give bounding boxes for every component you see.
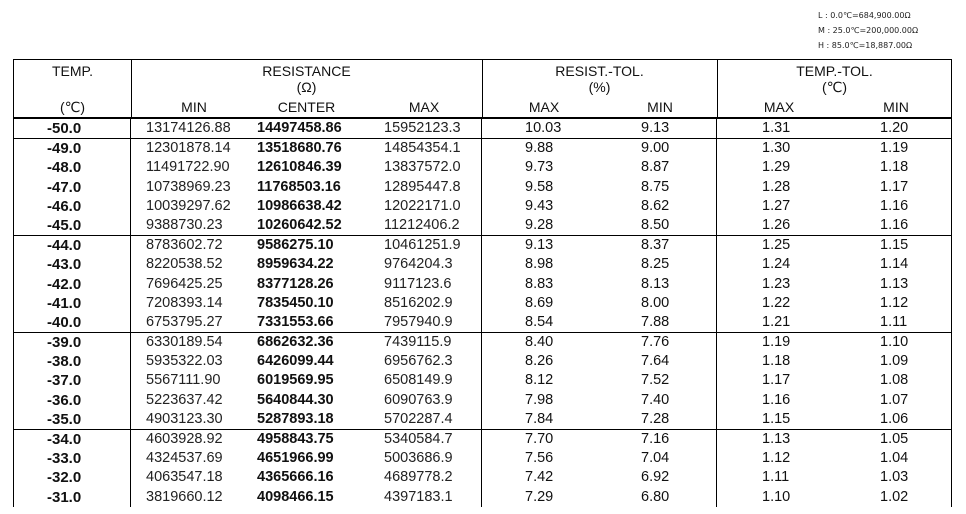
- tt-max-cell: 1.26: [762, 216, 791, 233]
- table-body: [13, 117, 952, 507]
- tt-max-cell: 1.16: [762, 391, 791, 408]
- rt-max-cell: 7.84: [525, 410, 554, 427]
- temp-cell: -41.0: [47, 294, 82, 312]
- tt-max-cell: 1.30: [762, 140, 791, 157]
- tt-min-cell: 1.07: [880, 391, 909, 408]
- table-row: [14, 139, 951, 158]
- temp-cell: -31.0: [47, 488, 82, 506]
- header-temp-unit: (℃): [59, 99, 86, 115]
- rt-max-cell: 9.58: [525, 178, 554, 195]
- header-tt-max: MAX: [763, 99, 795, 115]
- temp-cell: -34.0: [47, 431, 82, 448]
- res-max-cell: 6508149.9: [384, 372, 453, 389]
- legend-line-mid: M : 25.0℃=200,000.00Ω: [818, 26, 919, 35]
- table-row: [14, 255, 951, 274]
- table-row: [14, 313, 951, 332]
- tt-max-cell: 1.17: [762, 372, 791, 389]
- rt-max-cell: 10.03: [525, 120, 562, 136]
- rt-min-cell: 6.92: [641, 469, 670, 486]
- res-min-cell: 5567111.90: [146, 372, 221, 389]
- rt-max-cell: 9.28: [525, 216, 554, 233]
- table-row: [14, 197, 951, 216]
- res-min-cell: 4324537.69: [146, 450, 223, 467]
- temp-cell: -40.0: [47, 313, 82, 331]
- res-center-cell: 5287893.18: [257, 410, 334, 427]
- res-max-cell: 12022171.0: [384, 197, 461, 214]
- header-res-center: CENTER: [277, 99, 336, 115]
- table-row: [14, 333, 951, 352]
- res-min-cell: 4603928.92: [146, 431, 223, 447]
- res-min-cell: 13174126.88: [146, 120, 231, 136]
- header-res-max: MAX: [408, 99, 440, 115]
- temp-cell: -45.0: [47, 216, 82, 234]
- tt-max-cell: 1.31: [762, 120, 791, 136]
- tt-min-cell: 1.11: [880, 313, 908, 330]
- table-row: [14, 236, 951, 255]
- res-max-cell: 6090763.9: [384, 391, 453, 408]
- legend-line-high: H : 85.0℃=18,887.00Ω: [818, 41, 913, 50]
- res-center-cell: 7331553.66: [257, 313, 334, 330]
- temp-cell: -50.0: [47, 120, 82, 137]
- temp-cell: -42.0: [47, 275, 82, 293]
- tt-max-cell: 1.19: [762, 334, 791, 351]
- tt-max-cell: 1.12: [762, 450, 791, 467]
- tt-max-cell: 1.18: [762, 353, 791, 370]
- tt-max-cell: 1.28: [762, 178, 791, 195]
- header-temp: TEMP.: [52, 63, 93, 79]
- res-min-cell: 12301878.14: [146, 140, 231, 157]
- res-max-cell: 6956762.3: [384, 353, 453, 370]
- rt-min-cell: 8.50: [641, 216, 670, 233]
- temp-cell: -35.0: [47, 410, 82, 428]
- res-min-cell: 5223637.42: [146, 391, 223, 408]
- rt-max-cell: 9.43: [525, 197, 554, 214]
- header-rt-min: MIN: [647, 99, 673, 115]
- res-center-cell: 8959634.22: [257, 256, 334, 273]
- table-row: [14, 410, 951, 429]
- tt-min-cell: 1.09: [880, 353, 909, 370]
- res-min-cell: 11491722.90: [146, 159, 230, 176]
- header-rt-max: MAX: [528, 99, 560, 115]
- header-temp-tol: TEMP.-TOL.: [796, 63, 873, 79]
- res-center-cell: 6019569.95: [257, 372, 334, 389]
- tt-max-cell: 1.21: [762, 313, 791, 330]
- tt-min-cell: 1.18: [880, 159, 909, 176]
- table-row: [14, 158, 951, 177]
- res-max-cell: 9764204.3: [384, 256, 453, 273]
- rt-min-cell: 8.37: [641, 237, 670, 254]
- res-max-cell: 5340584.7: [384, 431, 453, 447]
- table-row: [14, 275, 951, 294]
- res-min-cell: 8220538.52: [146, 256, 223, 273]
- res-max-cell: 8516202.9: [384, 294, 453, 311]
- res-max-cell: 13837572.0: [384, 159, 461, 176]
- tt-min-cell: 1.12: [880, 294, 909, 311]
- rt-min-cell: 8.00: [641, 294, 670, 311]
- rt-max-cell: 8.69: [525, 294, 554, 311]
- header-resist-tol-unit: (%): [588, 79, 611, 95]
- header-tt-min: MIN: [883, 99, 909, 115]
- table-row: [14, 178, 951, 197]
- res-center-cell: 4958843.75: [257, 431, 334, 447]
- res-center-cell: 8377128.26: [257, 275, 334, 292]
- resistance-table: [13, 59, 952, 507]
- tt-max-cell: 1.24: [762, 256, 791, 273]
- res-min-cell: 5935322.03: [146, 353, 223, 370]
- res-center-cell: 13518680.76: [257, 140, 342, 157]
- rt-min-cell: 7.28: [641, 410, 670, 427]
- tt-max-cell: 1.29: [762, 159, 791, 176]
- temp-cell: -33.0: [47, 450, 82, 468]
- res-min-cell: 6330189.54: [146, 334, 223, 351]
- header-resistance: RESISTANCE: [262, 63, 351, 79]
- rt-min-cell: 7.64: [641, 353, 670, 370]
- tt-min-cell: 1.04: [880, 450, 909, 467]
- res-max-cell: 4397183.1: [384, 488, 453, 505]
- tt-max-cell: 1.22: [762, 294, 791, 311]
- res-center-cell: 4651966.99: [257, 450, 334, 467]
- rt-min-cell: 7.04: [641, 450, 670, 467]
- res-center-cell: 5640844.30: [257, 391, 334, 408]
- res-max-cell: 14854354.1: [384, 140, 461, 157]
- table-row: [14, 430, 951, 449]
- res-center-cell: 6862632.36: [257, 334, 334, 351]
- tt-min-cell: 1.17: [880, 178, 909, 195]
- res-min-cell: 6753795.27: [146, 313, 223, 330]
- tt-max-cell: 1.10: [762, 488, 791, 505]
- temp-cell: -37.0: [47, 372, 82, 390]
- res-max-cell: 7957940.9: [384, 313, 453, 330]
- rt-max-cell: 7.98: [525, 391, 554, 408]
- reference-legend: [818, 8, 918, 53]
- table-header: [13, 59, 952, 117]
- res-max-cell: 12895447.8: [384, 178, 461, 195]
- table-row: [14, 216, 951, 235]
- tt-min-cell: 1.16: [880, 197, 909, 214]
- tt-min-cell: 1.06: [880, 410, 909, 427]
- tt-min-cell: 1.08: [880, 372, 909, 389]
- rt-min-cell: 8.75: [641, 178, 670, 195]
- row-group: [14, 119, 951, 139]
- res-center-cell: 4098466.15: [257, 488, 334, 505]
- rt-min-cell: 7.76: [641, 334, 670, 351]
- rt-max-cell: 8.26: [525, 353, 554, 370]
- res-min-cell: 9388730.23: [146, 216, 223, 233]
- rt-max-cell: 7.42: [525, 469, 554, 486]
- tt-min-cell: 1.10: [880, 334, 909, 351]
- res-min-cell: 4903123.30: [146, 410, 223, 427]
- legend-line-low: L : 0.0℃=684,900.00Ω: [818, 11, 911, 20]
- rt-min-cell: 7.40: [641, 391, 670, 408]
- res-center-cell: 9586275.10: [257, 237, 334, 254]
- table-row: [14, 468, 951, 487]
- rt-min-cell: 8.25: [641, 256, 670, 273]
- res-center-cell: 12610846.39: [257, 159, 342, 176]
- temp-cell: -43.0: [47, 256, 82, 274]
- header-res-min: MIN: [181, 99, 207, 115]
- rt-max-cell: 9.73: [525, 159, 554, 176]
- rt-max-cell: 8.54: [525, 313, 554, 330]
- res-center-cell: 11768503.16: [257, 178, 341, 195]
- temp-cell: -47.0: [47, 178, 82, 196]
- tt-min-cell: 1.16: [880, 216, 909, 233]
- tt-max-cell: 1.11: [762, 469, 790, 486]
- res-max-cell: 10461251.9: [384, 237, 461, 254]
- rt-min-cell: 7.88: [641, 313, 670, 330]
- tt-max-cell: 1.15: [762, 410, 791, 427]
- res-max-cell: 15952123.3: [384, 120, 461, 136]
- temp-cell: -46.0: [47, 197, 82, 215]
- tt-max-cell: 1.25: [762, 237, 791, 254]
- tt-min-cell: 1.14: [880, 256, 909, 273]
- row-group: [14, 333, 951, 430]
- rt-max-cell: 8.83: [525, 275, 554, 292]
- rt-min-cell: 7.16: [641, 431, 670, 447]
- res-center-cell: 7835450.10: [257, 294, 334, 311]
- tt-min-cell: 1.13: [880, 275, 909, 292]
- temp-cell: -32.0: [47, 469, 82, 487]
- table-row: [14, 488, 951, 507]
- tt-min-cell: 1.19: [880, 140, 909, 157]
- header-resist-tol: RESIST.-TOL.: [555, 63, 644, 79]
- res-center-cell: 6426099.44: [257, 353, 334, 370]
- table-row: [14, 391, 951, 410]
- rt-max-cell: 8.12: [525, 372, 554, 389]
- tt-max-cell: 1.27: [762, 197, 791, 214]
- rt-max-cell: 7.56: [525, 450, 554, 467]
- rt-max-cell: 9.88: [525, 140, 554, 157]
- temp-cell: -36.0: [47, 391, 82, 409]
- res-min-cell: 3819660.12: [146, 488, 223, 505]
- rt-min-cell: 7.52: [641, 372, 670, 389]
- rt-min-cell: 9.13: [641, 120, 670, 136]
- res-center-cell: 14497458.86: [257, 120, 342, 136]
- rt-min-cell: 8.13: [641, 275, 670, 292]
- table-row: [14, 449, 951, 468]
- temp-cell: -48.0: [47, 159, 82, 177]
- table-row: [14, 119, 951, 138]
- rt-min-cell: 8.87: [641, 159, 670, 176]
- rt-min-cell: 6.80: [641, 488, 670, 505]
- tt-max-cell: 1.23: [762, 275, 791, 292]
- table-row: [14, 371, 951, 390]
- res-max-cell: 11212406.2: [384, 216, 460, 233]
- tt-max-cell: 1.13: [762, 431, 791, 447]
- rt-max-cell: 7.29: [525, 488, 554, 505]
- tt-min-cell: 1.20: [880, 120, 909, 136]
- res-max-cell: 4689778.2: [384, 469, 453, 486]
- res-center-cell: 10986638.42: [257, 197, 342, 214]
- temp-cell: -38.0: [47, 353, 82, 371]
- header-resistance-unit: (Ω): [296, 79, 317, 95]
- rt-min-cell: 8.62: [641, 197, 670, 214]
- rt-max-cell: 7.70: [525, 431, 554, 447]
- tt-min-cell: 1.02: [880, 488, 909, 505]
- rt-min-cell: 9.00: [641, 140, 670, 157]
- header-temp-tol-unit: (℃): [821, 79, 848, 95]
- res-min-cell: 4063547.18: [146, 469, 223, 486]
- table-row: [14, 352, 951, 371]
- res-center-cell: 4365666.16: [257, 469, 334, 486]
- temp-cell: -39.0: [47, 334, 82, 352]
- res-center-cell: 10260642.52: [257, 216, 342, 233]
- rt-max-cell: 9.13: [525, 237, 554, 254]
- res-max-cell: 7439115.9: [384, 334, 452, 351]
- res-max-cell: 5702287.4: [384, 410, 453, 427]
- res-min-cell: 7696425.25: [146, 275, 223, 292]
- res-max-cell: 5003686.9: [384, 450, 453, 467]
- res-min-cell: 8783602.72: [146, 237, 223, 254]
- res-min-cell: 10738969.23: [146, 178, 231, 195]
- tt-min-cell: 1.15: [880, 237, 909, 254]
- temp-cell: -44.0: [47, 237, 82, 255]
- rt-max-cell: 8.98: [525, 256, 554, 273]
- table-row: [14, 294, 951, 313]
- res-max-cell: 9117123.6: [384, 275, 452, 292]
- row-group: [14, 430, 951, 507]
- tt-min-cell: 1.05: [880, 431, 909, 447]
- row-group: [14, 236, 951, 333]
- row-group: [14, 139, 951, 236]
- rt-max-cell: 8.40: [525, 334, 554, 351]
- res-min-cell: 7208393.14: [146, 294, 223, 311]
- temp-cell: -49.0: [47, 140, 82, 158]
- res-min-cell: 10039297.62: [146, 197, 231, 214]
- tt-min-cell: 1.03: [880, 469, 909, 486]
